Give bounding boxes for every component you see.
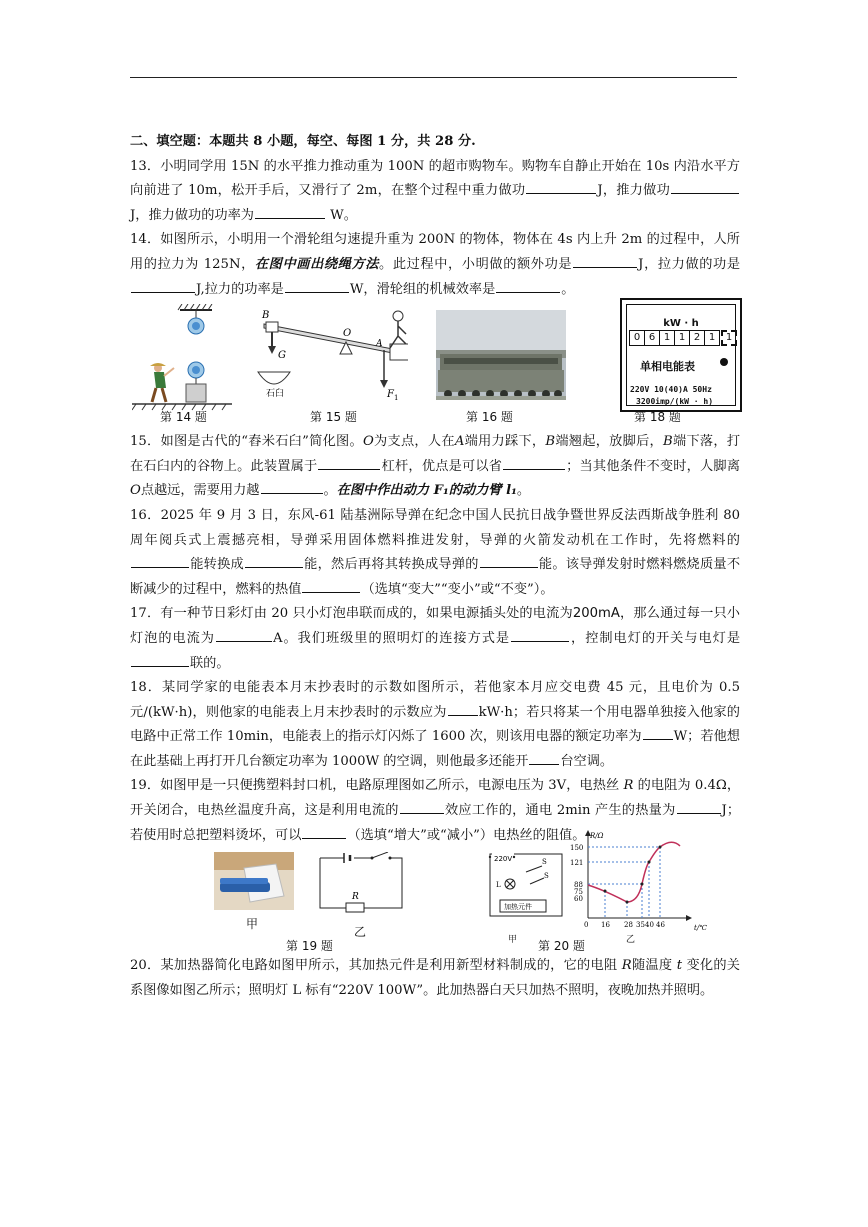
answer-blank[interactable] <box>131 652 189 667</box>
label-heater: 加热元件 <box>504 903 532 912</box>
label-B: B <box>262 310 270 322</box>
caption-15: 第 15 题 <box>310 410 357 425</box>
answer-blank[interactable] <box>318 455 380 470</box>
pulley-figure <box>132 304 232 416</box>
label-R: R <box>352 892 359 903</box>
question-15: 15．如图是古代的“舂米石臼”简化图。O为支点，人在A端用力踩下，B端翘起，放脚后，B端下落，打在石臼内的谷物上。此装置属于 杠杆，优点是可以省 ；当其他条件不变时，人脚离O点越远，需要用力越 。在图中作出动力 F₁的动力臂 l₁。 <box>130 434 741 499</box>
answer-blank[interactable] <box>131 278 195 293</box>
meter-digit-decimal: 1 <box>721 330 737 346</box>
answer-blank[interactable] <box>503 455 565 470</box>
x-tick: 46 <box>656 921 665 930</box>
heater-circuit <box>486 848 566 928</box>
answer-blank[interactable] <box>573 253 637 268</box>
answer-blank[interactable] <box>677 799 721 814</box>
answer-blank[interactable] <box>480 553 538 568</box>
label-F-sub: 1 <box>394 394 399 403</box>
mortar-lever-figure <box>248 304 408 416</box>
label-O: O <box>343 328 352 340</box>
x-tick: 35 <box>636 921 645 930</box>
question-19: 19．如图甲是一只便携塑料封口机，电路原理图如乙所示，电源电压为 3V，电热丝 R 的电阻为 0.4Ω，开关闭合，电热丝温度升高，这是利用电流的 效应工作的，通电 2min 产生的热量为 J；若使用时总把塑料烫坏，可以 （选填“增大”或“减小”）电热丝的阻值。 <box>130 778 741 843</box>
label-mortar: 石臼 <box>266 389 285 400</box>
question-13: 13．小明同学用 15N 的水平推力推动重为 100N 的超市购物车。购物车自静止开始在 10s 内沿水平方向前进了 10m，松开手后，又滑行了 2m，在整个过程中重力做功 J，推力做功 J，推力做功的功率为 W。 <box>130 158 740 223</box>
answer-blank[interactable] <box>302 578 360 593</box>
x-axis-label: t/℃ <box>694 924 708 933</box>
caption-20: 第 20 题 <box>538 939 585 954</box>
meter-unit: kW · h <box>663 318 699 330</box>
answer-blank[interactable] <box>496 278 560 293</box>
meter-digit: 1 <box>660 330 675 346</box>
answer-blank[interactable] <box>131 553 189 568</box>
label-yi-20: 乙 <box>626 935 636 946</box>
section-header: 二、填空题：本题共 8 小题，每空、每图 1 分，共 28 分. <box>130 134 476 149</box>
meter-digit: 6 <box>645 330 660 346</box>
energy-meter <box>620 298 742 412</box>
answer-blank[interactable] <box>216 627 272 642</box>
label-220V: 220V <box>494 855 513 864</box>
meter-digit: 2 <box>690 330 705 346</box>
x-tick: 28 <box>624 921 633 930</box>
y-tick: 60 <box>574 895 583 904</box>
meter-digits <box>629 330 737 346</box>
label-F: F <box>387 389 394 401</box>
resistance-temperature-graph <box>568 830 718 934</box>
figure-row-1 <box>130 302 740 430</box>
answer-blank[interactable] <box>400 799 444 814</box>
label-yi-19: 乙 <box>354 925 367 940</box>
x-tick: 40 <box>645 921 654 930</box>
label-jia-19: 甲 <box>246 917 259 932</box>
answer-blank[interactable] <box>671 179 739 194</box>
meter-digit: 1 <box>675 330 690 346</box>
question-17: 17．有一种节日彩灯由 20 只小灯泡串联而成的，如果电源插头处的电流为200mA，那么通过每一只小灯泡的电流为 A。我们班级里的照明灯的连接方式是 ，控制电灯的开关与电灯是联的。 <box>130 606 741 671</box>
caption-19: 第 19 题 <box>286 939 333 954</box>
meter-digit: 0 <box>629 330 645 346</box>
x-tick: 16 <box>601 921 610 930</box>
answer-blank[interactable] <box>529 750 559 765</box>
caption-18: 第 18 题 <box>634 410 681 425</box>
y-tick: 75 <box>574 888 583 897</box>
meter-digit: 1 <box>705 330 720 346</box>
sealer-circuit <box>316 852 406 918</box>
answer-blank[interactable] <box>643 725 673 740</box>
y-axis-label: R/Ω <box>590 832 604 841</box>
question-20: 20．某加热器简化电路如图甲所示，其加热元件是利用新型材料制成的，它的电阻 R随温度 t 变化的关系图像如图乙所示；照明灯 L 标有“220V 100W”。此加热器白天只加热不照明，夜晚加热并照明。 <box>130 958 740 998</box>
answer-blank[interactable] <box>302 824 346 839</box>
x-tick: 0 <box>584 921 589 930</box>
caption-16: 第 16 题 <box>466 410 513 425</box>
answer-blank[interactable] <box>511 627 569 642</box>
answer-blank[interactable] <box>261 479 323 494</box>
label-S1: S <box>544 872 549 881</box>
y-tick: 150 <box>570 844 584 853</box>
y-tick: 121 <box>570 859 584 868</box>
y-tick: 88 <box>574 881 583 890</box>
label-S: S <box>542 858 547 867</box>
answer-blank[interactable] <box>285 278 349 293</box>
answer-blank[interactable] <box>448 701 478 716</box>
exam-content <box>130 130 740 1003</box>
label-L: L <box>496 881 501 890</box>
label-jia-20: 甲 <box>508 935 518 946</box>
meter-title: 单相电能表 <box>640 360 695 374</box>
label-G: G <box>278 350 286 362</box>
meter-spec-1: 220V 10(40)A 50Hz <box>630 385 712 395</box>
answer-blank[interactable] <box>245 553 303 568</box>
question-14: 14．如图所示，小明用一个滑轮组匀速提升重为 200N 的物体，物体在 4s 内上升 2m 的过程中，人所用的拉力为 125N，在图中画出绕绳方法。此过程中，小明做的额外功是 J，拉力做的功是J,拉力的功率是 W，滑轮组的机械效率是 。 <box>130 232 741 297</box>
question-16: 16．2025 年 9 月 3 日，东风-61 陆基洲际导弹在纪念中国人民抗日战争暨世界反法西斯战争胜利 80 周年阅兵式上震撼亮相，导弹采用固体燃料推进发射，导弹的火箭发动机在工作时，先将燃料的能转换成 能，然后再将其转换成导弹的 能。该导弹发射时燃料燃烧质量不断减少的过程中，燃料的热值 （选填“变大”“变小”或“不变”）。 <box>130 507 741 597</box>
figure-row-2 <box>130 832 740 954</box>
answer-blank[interactable] <box>255 204 325 219</box>
sealer-photo <box>214 852 294 910</box>
missile-parade-photo <box>436 310 566 400</box>
question-18: 18．某同学家的电能表本月末抄表时的示数如图所示，若他家本月应交电费 45 元，且电价为 0.5 元/(kW·h)，则他家的电能表上月末抄表时的示数应为 kW·h；若只将某一个用电器单独接入他家的电路中正常工作 10min，电能表上的指示灯闪烁了 1600 次，则该用电器的额定功率为 W；若他想在此基础上再打开几台额定功率为 1000W 的空调，则他最多还能开 台空调。 <box>130 680 740 769</box>
label-A: A <box>376 339 383 350</box>
top-rule <box>130 77 737 78</box>
meter-spec-2: 3200imp/(kW · h) <box>636 397 714 407</box>
caption-14: 第 14 题 <box>160 410 207 425</box>
answer-blank[interactable] <box>526 179 596 194</box>
